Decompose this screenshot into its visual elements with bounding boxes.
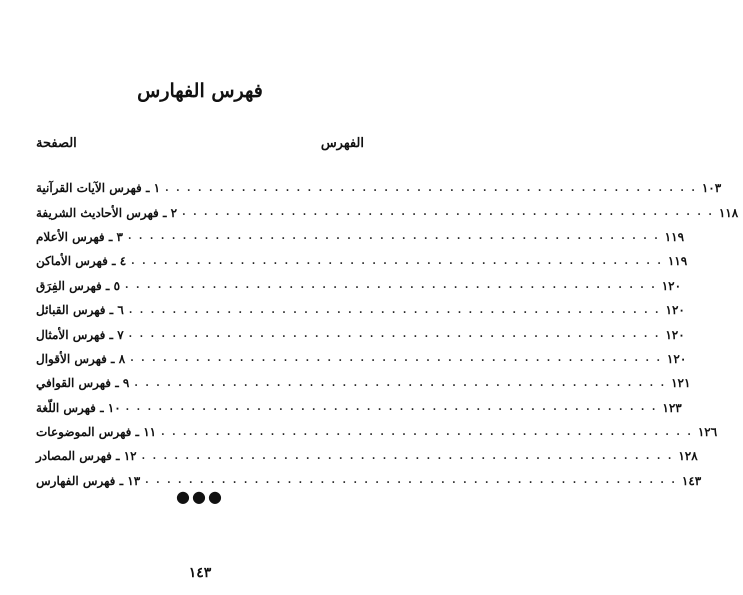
toc-entry-page: ١٢٨ (678, 449, 698, 464)
toc-entry-page: ١١٩ (667, 254, 688, 269)
toc-row[interactable] (36, 444, 698, 468)
toc-entry-label: ٢ ـ فهرس الأحاديث الشريفة (36, 205, 178, 220)
toc-entry-label: ١٠ ـ فهرس اللّغة (36, 400, 121, 415)
dot-leader: . . . . . . . . . . . . . . . . . . . . . . . . . . . . . . . . . . . . . . . . . . . . . . . . . (165, 182, 697, 194)
toc-entry-page: ١٢٠ (661, 278, 682, 293)
toc-entry-page: ١٢٦ (697, 425, 718, 440)
toc-row[interactable] (36, 371, 691, 395)
dot-leader: . . . . . . . . . . . . . . . . . . . . . . . . . . . . . . . . . . . . . . . . . . . . . . . . . (128, 304, 661, 316)
dot-leader: . . . . . . . . . . . . . . . . . . . . . . . . . . . . . . . . . . . . . . . . . . . . . . . . . (128, 329, 661, 341)
toc-row[interactable] (36, 322, 685, 346)
toc-entry-page: ١٢٣ (662, 400, 682, 415)
toc-row[interactable] (36, 176, 722, 200)
toc-entry-label: ٦ ـ فهرس القبائل (36, 303, 124, 318)
toc-entry-label: ٣ ـ فهرس الأعلام (36, 229, 123, 244)
toc-row[interactable] (36, 420, 718, 444)
dot-leader: . . . . . . . . . . . . . . . . . . . . . . . . . . . . . . . . . . . . . . . . . . . . . . . . . (161, 426, 693, 438)
toc-row[interactable] (36, 274, 682, 298)
toc-entry-page: ١١٩ (664, 229, 685, 244)
toc-entry-label: ١٣ ـ فهرس الفهارس (36, 473, 141, 488)
index-column-header: الفهرس (320, 136, 364, 151)
toc-entry-label: ١ ـ فهرس الآيات القرآنية (36, 181, 161, 196)
toc-entry-label: ١٢ ـ فهرس المصادر (36, 449, 137, 464)
toc-entry-label: ١١ ـ فهرس الموضوعات (36, 425, 157, 440)
toc-entry-page: ١٢٠ (666, 351, 687, 366)
dot-leader: . . . . . . . . . . . . . . . . . . . . . . . . . . . . . . . . . . . . . . . . . . . . . . . . . (141, 450, 674, 462)
toc-row[interactable] (36, 396, 682, 420)
dot-leader: . . . . . . . . . . . . . . . . . . . . . . . . . . . . . . . . . . . . . . . . . . . . . . . . . (145, 475, 677, 487)
dot-leader: . . . . . . . . . . . . . . . . . . . . . . . . . . . . . . . . . . . . . . . . . . . . . . . . . (125, 280, 657, 292)
toc-entry-label: ٥ ـ فهرس الفِرَق (36, 278, 121, 293)
dot-leader: . . . . . . . . . . . . . . . . . . . . . . . . . . . . . . . . . . . . . . . . . . . . . . . . . (125, 402, 658, 414)
toc-row[interactable] (36, 298, 685, 322)
dot-leader: . . . . . . . . . . . . . . . . . . . . . . . . . . . . . . . . . . . . . . . . . . . . . . . . . (134, 377, 667, 389)
toc-row[interactable] (36, 200, 739, 224)
dot-leader: . . . . . . . . . . . . . . . . . . . . . . . . . . . . . . . . . . . . . . . . . . . . . . . . . (127, 231, 660, 243)
toc-entry-label: ٧ ـ فهرس الأمثال (36, 327, 124, 342)
toc-entry-label: ٤ ـ فهرس الأماكن (36, 254, 127, 269)
toc-entry-page: ١٢١ (671, 376, 691, 391)
page-number: ١٤٣ (188, 565, 212, 581)
table-of-contents (36, 176, 739, 493)
toc-row[interactable] (36, 225, 685, 249)
page-title: فهرس الفهارس (137, 80, 263, 102)
toc-entry-page: ١٢٠ (665, 303, 685, 318)
toc-entry-page: ١٢٠ (665, 327, 685, 342)
toc-entry-label: ٨ ـ فهرس الأقوال (36, 351, 126, 366)
dot-leader: . . . . . . . . . . . . . . . . . . . . . . . . . . . . . . . . . . . . . . . . . . . . . . . . . (130, 353, 662, 365)
page-column-header: الصفحة (36, 136, 77, 151)
toc-row[interactable] (36, 347, 687, 371)
toc-entry-page: ١٤٣ (681, 473, 702, 488)
toc-entry-page: ١٠٣ (701, 181, 722, 196)
toc-entry-page: ١١٨ (718, 205, 739, 220)
toc-row[interactable] (36, 249, 688, 273)
dot-leader: . . . . . . . . . . . . . . . . . . . . . . . . . . . . . . . . . . . . . . . . . . . . . . . . . (131, 255, 663, 267)
section-divider: ●●● (176, 487, 224, 506)
dot-leader: . . . . . . . . . . . . . . . . . . . . . . . . . . . . . . . . . . . . . . . . . . . . . . . . . (182, 207, 714, 219)
toc-entry-label: ٩ ـ فهرس القوافي (36, 376, 130, 391)
